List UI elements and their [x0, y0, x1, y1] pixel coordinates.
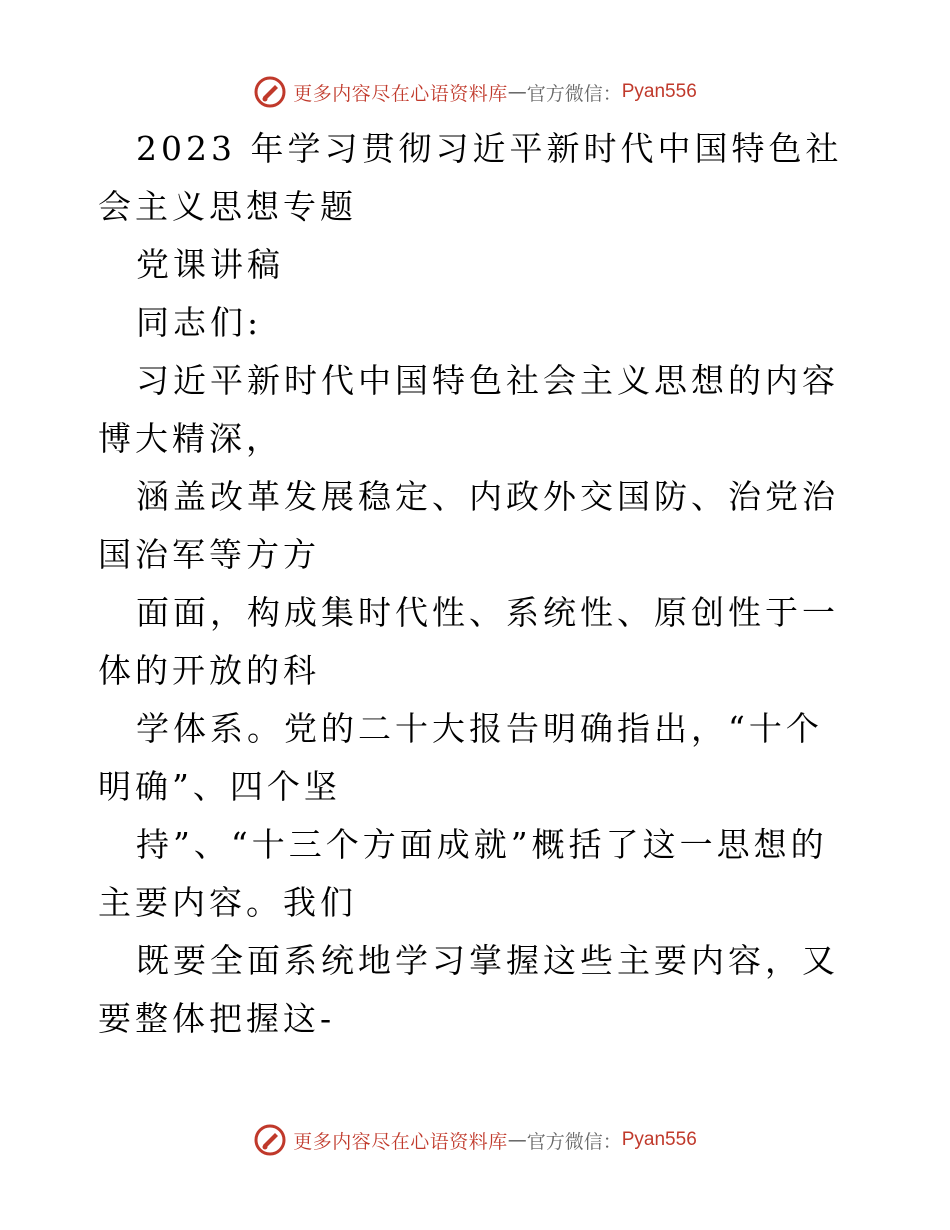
- banner-wechat-id: Pyan556: [621, 81, 697, 102]
- banner-separator: —: [507, 81, 527, 103]
- logo-icon: [253, 1123, 287, 1157]
- document-subtitle: 党课讲稿: [136, 245, 284, 284]
- body-paragraph: 学体系。党的二十大报告明确指出，“十个明确”、四个坚: [98, 709, 823, 806]
- banner-wechat-label: 官方微信：: [526, 82, 622, 105]
- body-paragraph: 习近平新时代中国特色社会主义思想的内容博大精深，: [98, 361, 839, 458]
- banner-wechat-label: 官方微信：: [526, 1130, 622, 1153]
- body-paragraph: 涵盖改革发展稳定、内政外交国防、治党治国治军等方方: [98, 477, 839, 574]
- body-paragraph: 既要全面系统地学习掌握这些主要内容，又要整体把握这-: [98, 941, 839, 1038]
- banner-site-text: 更多内容尽在心语资料库: [293, 1130, 508, 1153]
- body-paragraph: 面面，构成集时代性、系统性、原创性于一体的开放的科: [98, 593, 839, 690]
- document-title: 2023 年学习贯彻习近平新时代中国特色社会主义思想专题: [98, 129, 843, 226]
- footer-banner: [0, 1120, 950, 1160]
- logo-icon: [253, 75, 287, 109]
- salutation: 同志们:: [136, 303, 263, 342]
- document-body: [98, 120, 858, 1048]
- banner-wechat-id: Pyan556: [621, 1129, 697, 1150]
- banner-site-text: 更多内容尽在心语资料库: [293, 82, 508, 105]
- header-banner: [0, 72, 950, 112]
- body-paragraph: 持”、“十三个方面成就”概括了这一思想的主要内容。我们: [98, 825, 828, 922]
- banner-separator: —: [507, 1129, 527, 1151]
